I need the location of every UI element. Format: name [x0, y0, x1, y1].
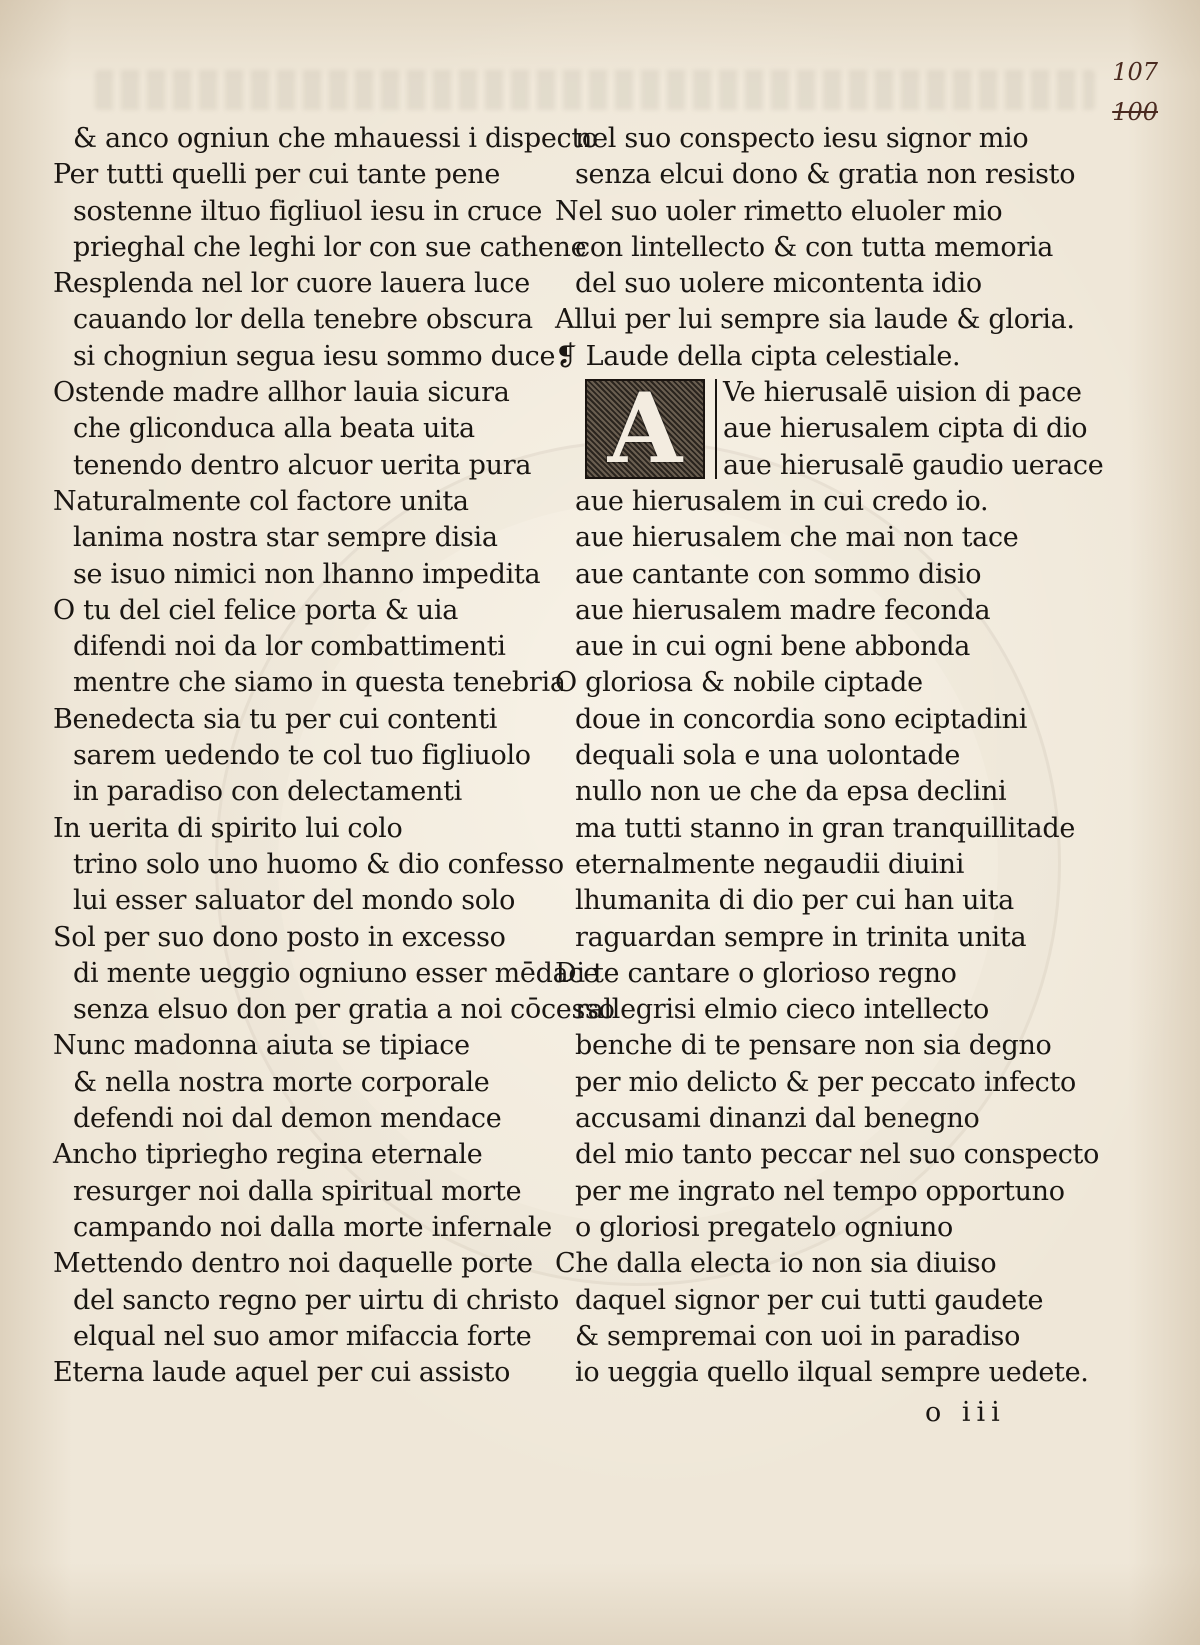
left-text-line: di mente ueggio ogniuno esser mēdace	[73, 957, 599, 989]
left-text-line: lanima nostra star sempre disia	[73, 522, 498, 554]
folio-annotation	[1112, 52, 1158, 132]
right-text-line: senza elcui dono & gratia non resisto	[575, 159, 1076, 191]
right-text-line: accusami dinanzi dal benegno	[575, 1103, 980, 1135]
right-text-line: Nel suo uoler rimetto eluoler mio	[555, 195, 1003, 227]
right-text-line: del mio tanto peccar nel suo conspecto	[575, 1139, 1100, 1171]
left-text-line: cauando lor della tenebre obscura	[73, 304, 533, 336]
left-text-line: Sol per suo dono posto in excesso	[53, 921, 506, 953]
left-text-line: In uerita di spirito lui colo	[53, 812, 403, 844]
left-text-line: defendi noi dal demon mendace	[73, 1103, 502, 1135]
folio-number: 107	[1112, 58, 1158, 86]
ornate-text-line: Ve hierusalē uision di pace	[723, 377, 1082, 409]
left-text-line: Naturalmente col factore unita	[53, 485, 469, 517]
left-text-line: sostenne iltuo figliuol iesu in cruce	[73, 195, 542, 227]
folio-old-number: 100	[1112, 98, 1158, 126]
left-text-line: Per tutti quelli per cui tante pene	[53, 159, 501, 191]
left-text-line: del sancto regno per uirtu di christo	[73, 1284, 559, 1316]
right-text-line: ma tutti stanno in gran tranquillitade	[575, 812, 1075, 844]
left-text-line: & anco ogniun che mhauessi i dispecto	[73, 123, 598, 154]
right-text-line: nullo non ue che da epsa declini	[575, 776, 1007, 808]
right-column-bottom	[555, 484, 1100, 1391]
right-column-top	[555, 121, 1076, 375]
left-text-line: Resplenda nel lor cuore lauera luce	[53, 268, 530, 300]
right-text-line: dequali sola e una uolontade	[575, 740, 961, 772]
right-text-line: lhumanita di dio per cui han uita	[575, 885, 1014, 917]
left-text-line: Nunc madonna aiuta se tipiace	[53, 1030, 470, 1062]
ornate-lines	[723, 375, 1103, 484]
left-text-line: in paradiso con delectamenti	[73, 776, 462, 808]
right-text-line: aue hierusalem in cui credo io.	[575, 485, 989, 517]
right-text-line: nel suo conspecto iesu signor mio	[575, 123, 1029, 154]
left-text-line: resurger noi dalla spiritual morte	[73, 1175, 522, 1207]
right-text-line: aue cantante con sommo disio	[575, 558, 982, 590]
left-text-line: Ancho tipriegho regina eternale	[53, 1139, 483, 1171]
right-text-line: O gloriosa & nobile ciptade	[555, 667, 923, 699]
left-text-line: Eterna laude aquel per cui assisto	[53, 1357, 511, 1389]
right-text-line: per mio delicto & per peccato infecto	[575, 1066, 1076, 1098]
right-text-line: rallegrisi elmio cieco intellecto	[575, 994, 989, 1026]
left-text-line: che gliconduca alla beata uita	[73, 413, 475, 445]
left-text-line: mentre che siamo in questa tenebria	[73, 667, 566, 699]
right-text-line: con lintellecto & con tutta memoria	[575, 231, 1054, 263]
decorated-initial	[585, 372, 705, 486]
ornate-initial-block	[555, 372, 1104, 486]
left-text-line: se isuo nimici non lhanno impedita	[73, 558, 541, 590]
right-text-line: per me ingrato nel tempo opportuno	[575, 1175, 1065, 1207]
left-text-line: Ostende madre allhor lauia sicura	[53, 377, 510, 409]
left-text-line: difendi noi da lor combattimenti	[73, 631, 506, 663]
left-text-line: trino solo uno huomo & dio confesso	[73, 848, 564, 880]
right-text-line: Che dalla electa io non sia diuiso	[555, 1248, 997, 1280]
left-text-line: Mettendo dentro noi daquelle porte	[53, 1248, 533, 1280]
right-text-line: Di te cantare o glorioso regno	[555, 957, 957, 989]
right-text-line: del suo uolere micontenta idio	[575, 268, 982, 300]
left-text-line: tenendo dentro alcuor uerita pura	[73, 449, 532, 481]
left-text-line: senza elsuo don per gratia a noi cōcesso	[73, 994, 615, 1026]
ornate-text-line: aue hierusalē gaudio uerace	[723, 449, 1104, 481]
right-text-line: aue in cui ogni bene abbonda	[575, 631, 971, 663]
show-through-texture	[95, 70, 1095, 110]
ornate-text-line: aue hierusalem cipta di dio	[723, 413, 1088, 445]
left-text-line: sarem uedendo te col tuo figliuolo	[73, 740, 531, 772]
left-text-line: campando noi dalla morte infernale	[73, 1211, 552, 1243]
left-text-line: lui esser saluator del mondo solo	[73, 885, 516, 917]
right-text-line: daquel signor per cui tutti gaudete	[575, 1284, 1044, 1316]
left-text-line: Benedecta sia tu per cui contenti	[53, 703, 498, 735]
initial-rule	[715, 379, 717, 479]
right-text-line: aue hierusalem che mai non tace	[575, 522, 1019, 554]
right-text-line: ❡ Laude della cipta celestiale.	[555, 340, 961, 372]
right-text-line: o gloriosi pregatelo ogniuno	[575, 1211, 953, 1243]
right-text-line: io ueggia quello ilqual sempre uedete.	[575, 1357, 1089, 1389]
right-text-line: & sempremai con uoi in paradiso	[575, 1320, 1021, 1352]
right-text-line: benche di te pensare non sia degno	[575, 1030, 1052, 1062]
left-text-line: elqual nel suo amor mifaccia forte	[73, 1320, 532, 1352]
right-text-line: Allui per lui sempre sia laude & gloria.	[555, 304, 1075, 336]
left-text-line: si chogniun segua iesu sommo duce	[73, 340, 556, 372]
initial-letter: A	[607, 372, 683, 486]
right-text-line: eternalmente negaudii diuini	[575, 848, 965, 880]
right-text-line: raguardan sempre in trinita unita	[575, 921, 1027, 953]
signature-mark: o iii	[925, 1397, 1006, 1429]
left-text-line: & nella nostra morte corporale	[73, 1066, 490, 1098]
right-text-line: aue hierusalem madre feconda	[575, 594, 991, 626]
left-text-line: O tu del ciel felice porta & uia	[53, 594, 459, 626]
right-column	[555, 121, 1104, 1432]
left-column	[53, 121, 615, 1391]
right-text-line: doue in concordia sono eciptadini	[575, 703, 1028, 735]
left-text-line: prieghal che leghi lor con sue cathene	[73, 231, 587, 263]
